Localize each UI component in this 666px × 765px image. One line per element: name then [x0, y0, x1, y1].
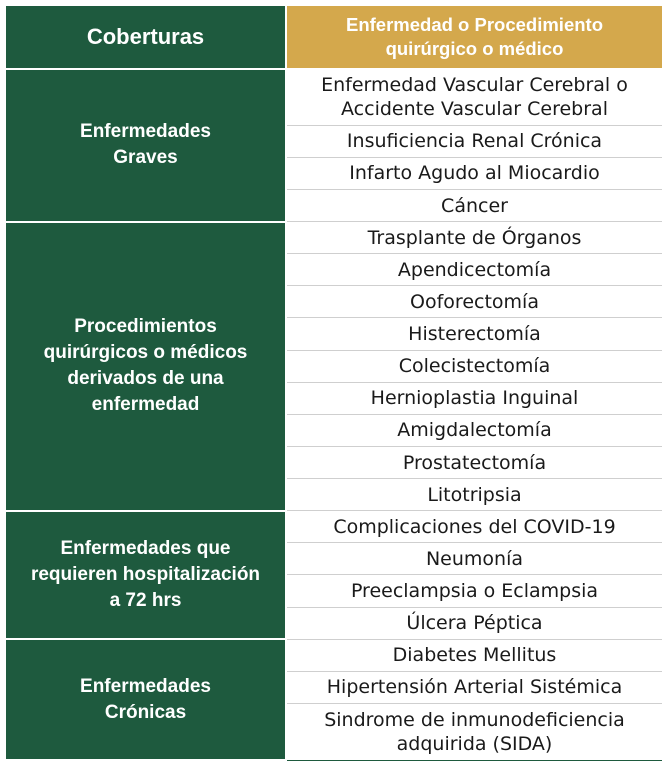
item-cell: Litotripsia	[286, 479, 663, 511]
table-row	[5, 511, 663, 543]
item-cell: Preeclampsia o Eclampsia	[286, 575, 663, 607]
item-cell: Complicaciones del COVID-19	[286, 511, 663, 543]
category-label-line: enfermedad	[91, 394, 200, 416]
header-line-1: Enfermedad o Procedimiento	[346, 14, 603, 35]
coverage-table	[4, 4, 664, 761]
item-cell: Insuficiencia Renal Crónica	[286, 125, 663, 157]
category-label-line: Crónicas	[104, 701, 187, 723]
category-label-line: Enfermedades que	[60, 537, 231, 559]
table-row	[5, 69, 663, 125]
header-coberturas: Coberturas	[5, 5, 286, 69]
table-row	[5, 222, 663, 254]
category-label-line: a 72 hrs	[109, 589, 182, 611]
category-label-line: derivados de una	[67, 368, 224, 390]
item-cell: Infarto Agudo al Miocardio	[286, 157, 663, 189]
item-cell: Neumonía	[286, 543, 663, 575]
item-cell: Cáncer	[286, 189, 663, 221]
header-line-2: quirúrgico o médico	[385, 38, 564, 59]
item-cell: Colecistectomía	[286, 350, 663, 382]
header-enfermedad-procedimiento	[286, 5, 663, 69]
item-cell: Amigdalectomía	[286, 414, 663, 446]
category-label-line: requieren hospitalización	[30, 563, 261, 585]
item-cell: Histerectomía	[286, 318, 663, 350]
category-label-line: quirúrgicos o médicos	[43, 342, 248, 364]
category-procedimientos	[5, 222, 286, 511]
item-cell: Diabetes Mellitus	[286, 639, 663, 671]
item-cell: Ooforectomía	[286, 286, 663, 318]
category-enfermedades-cronicas	[5, 639, 286, 760]
category-label-line: Enfermedades	[80, 675, 211, 697]
item-cell: Úlcera Péptica	[286, 607, 663, 639]
category-label-line: Procedimientos	[74, 316, 217, 338]
item-cell: Prostatectomía	[286, 446, 663, 478]
category-enfermedades-graves	[5, 69, 286, 222]
item-cell: Hernioplastia Inguinal	[286, 382, 663, 414]
category-label-line: Enfermedades	[80, 121, 211, 143]
category-hospitalizacion	[5, 511, 286, 640]
item-cell: Trasplante de Órganos	[286, 222, 663, 254]
item-cell: Enfermedad Vascular Cerebral o Accidente Vascular Cerebral	[286, 69, 663, 125]
table-row	[5, 639, 663, 671]
item-cell: Apendicectomía	[286, 254, 663, 286]
item-cell: Hipertensión Arterial Sistémica	[286, 671, 663, 703]
header-row	[5, 5, 663, 69]
category-label-line: Graves	[113, 147, 178, 169]
item-cell: Sindrome de inmunodeficiencia adquirida (SIDA)	[286, 703, 663, 760]
